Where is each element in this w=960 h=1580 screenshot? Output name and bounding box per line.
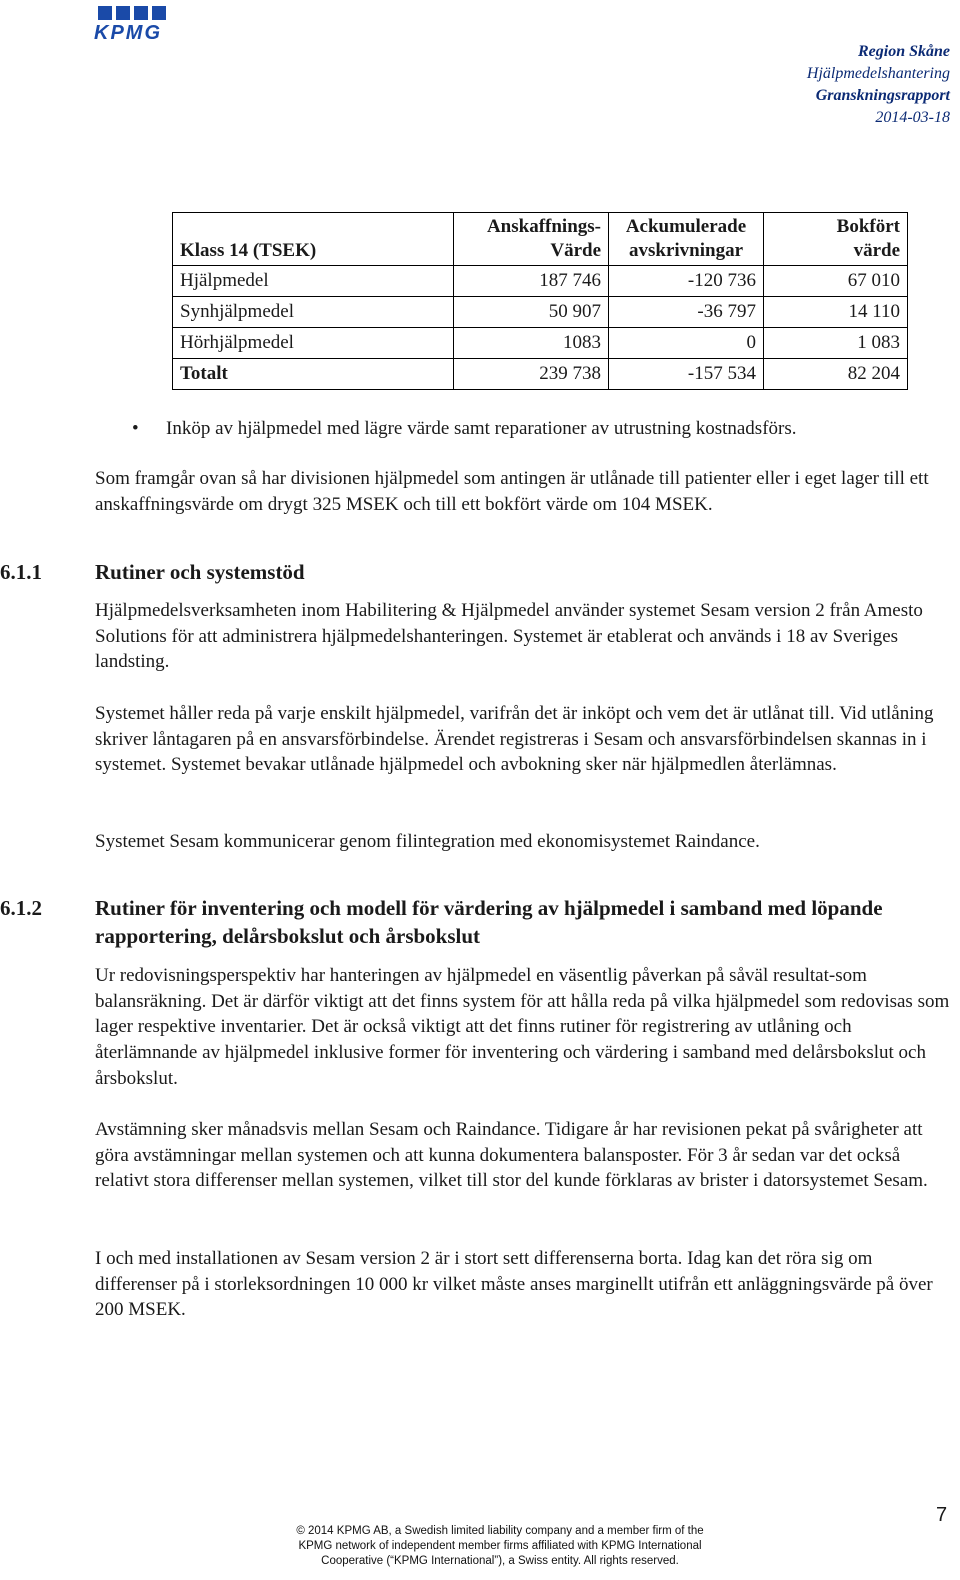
table-header-row	[173, 213, 908, 266]
total-dep: -157 534	[609, 359, 764, 390]
row-dep: -120 736	[609, 266, 764, 297]
header-subject: Hjälpmedelshantering	[806, 65, 950, 82]
page-header	[807, 41, 950, 129]
paragraph: Systemet håller reda på varje enskilt hjälpmedel, varifrån det är inköpt och vem det är utlånat till. Vid utlåning skriver låntagaren på en ansvarsförbindelse. Ärendet registreras i Sesam och ansvarsförbindelsen skannas in i systemet. Systemet bevakar utlånade hjälpmedel och avbokning sker när hjälpmedlen återlämnas.	[95, 703, 934, 776]
row-acq: 187 746	[454, 266, 609, 297]
table-row	[173, 297, 908, 328]
header-report-type: Granskningsrapport	[815, 87, 950, 104]
bullet-text: Inköp av hjälpmedel med lägre värde samt reparationer av utrustning kostnadsförs.	[166, 418, 797, 439]
header-acquisition: Anskaffnings- Värde	[454, 213, 609, 266]
paragraph: I och med installationen av Sesam version 2 är i stort sett differenserna borta. Idag kan det röra sig om differenser på i storleksordningen 10 000 kr vilket måste anses marginellt utifrån ett anläggningsvärde på över 200 MSEK.	[95, 1248, 933, 1321]
paragraph: Avstämning sker månadsvis mellan Sesam och Raindance. Tidigare år har revisionen pekat på svårigheter att göra avstämningar mellan systemen och att kunna dokumentera balansposter. För 3 år sedan var det också relativt stora differenser mellan systemen, vilket till stor del kunde förklaras av brister i datorsystemet Sesam.	[95, 1119, 928, 1192]
asset-table	[172, 212, 908, 390]
header-depreciation: Ackumulerade avskrivningar	[609, 213, 764, 266]
row-acq: 1083	[454, 328, 609, 359]
row-label: Synhjälpmedel	[173, 297, 454, 328]
row-book: 67 010	[764, 266, 908, 297]
table-row	[173, 328, 908, 359]
footer-line: Cooperative (“KPMG International”), a Swiss entity. All rights reserved.	[321, 1555, 679, 1567]
total-label: Totalt	[173, 359, 454, 390]
bullet-symbol: •	[132, 418, 139, 439]
kpmg-logo	[92, 6, 184, 47]
paragraph: Ur redovisningsperspektiv har hanteringen av hjälpmedel en väsentlig påverkan på såväl resultat-som balansräkning. Det är därför viktigt att det finns system för att hålla reda på vilka hjälpmedel som redovisas som lager respektive inventarier. Det är också viktigt att det finns rutiner för registrering av utlåning och återlämnande av hjälpmedel inklusive former för inventering och värdering i samband med delårsbokslut och årsbokslut.	[95, 965, 950, 1089]
section-title: Rutiner och systemstöd	[95, 560, 305, 584]
page-number: 7	[936, 1504, 948, 1526]
section-number: 6.1.1	[0, 560, 42, 584]
footer-line: © 2014 KPMG AB, a Swedish limited liability company and a member firm of the	[296, 1525, 704, 1537]
intro-paragraph: Som framgår ovan så har divisionen hjälpmedel som antingen är utlånade till patienter eller i eget lager till ett anskaffningsvärde om drygt 325 MSEK och till ett bokfört värde om 104 MSEK.	[95, 468, 929, 515]
total-acq: 239 738	[454, 359, 609, 390]
section-title: Rutiner för inventering och modell för värdering av hjälpmedel i samband med löpande rapportering, delårsbokslut och årsbokslut	[95, 896, 883, 948]
row-dep: -36 797	[609, 297, 764, 328]
row-book: 1 083	[764, 328, 908, 359]
svg-text:KPMG: KPMG	[94, 22, 162, 42]
paragraph: Systemet Sesam kommunicerar genom filintegration med ekonomisystemet Raindance.	[95, 831, 760, 852]
page-footer	[260, 1524, 740, 1569]
row-dep: 0	[609, 328, 764, 359]
total-book: 82 204	[764, 359, 908, 390]
footer-line: KPMG network of independent member firms affiliated with KPMG International	[298, 1540, 702, 1552]
row-label: Hjälpmedel	[173, 266, 454, 297]
header-date: 2014-03-18	[875, 109, 950, 126]
table-total-row	[173, 359, 908, 390]
table-row	[173, 266, 908, 297]
header-book-value: Bokfört värde	[764, 213, 908, 266]
paragraph: Hjälpmedelsverksamheten inom Habilitering & Hjälpmedel använder systemet Sesam version 2 från Amesto Solutions för att administrera hjälpmedelshanteringen. Systemet är etablerat och används i 18 av Sveriges landsting.	[95, 600, 923, 673]
row-label: Hörhjälpmedel	[173, 328, 454, 359]
header-org: Region Skåne	[857, 43, 950, 60]
row-book: 14 110	[764, 297, 908, 328]
section-number: 6.1.2	[0, 896, 42, 920]
row-acq: 50 907	[454, 297, 609, 328]
header-klass: Klass 14 (TSEK)	[173, 213, 454, 266]
